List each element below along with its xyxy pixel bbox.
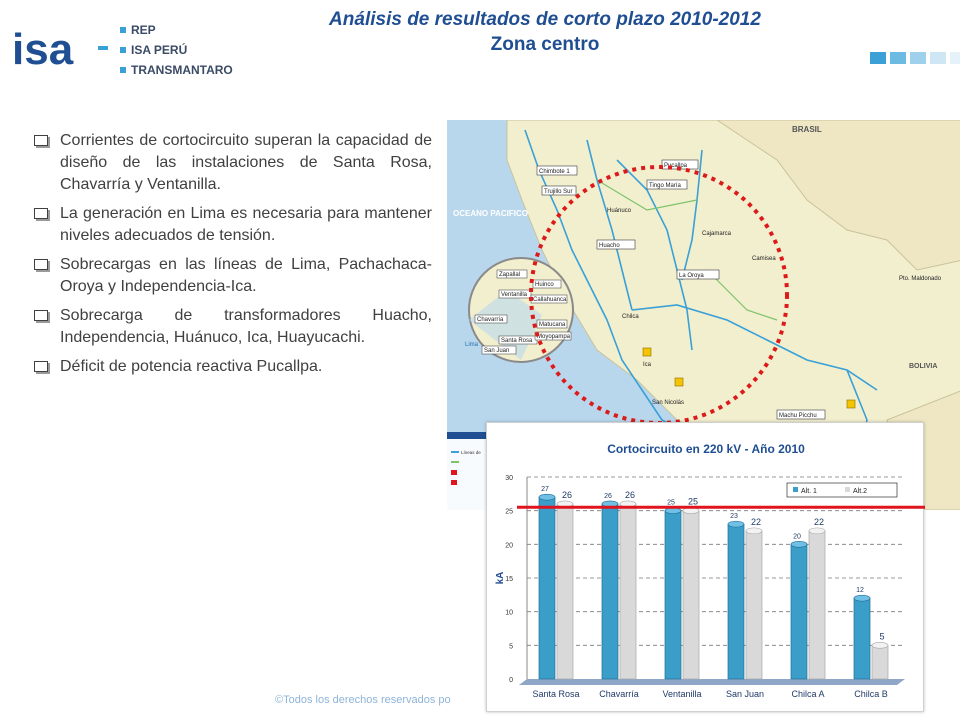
bar-alt2 [620,504,636,679]
bullet-text: Sobrecarga de transformadores Huacho, Independencia, Huánuco, Ica, Huayucachi. [60,307,432,346]
map-label-ica: Ica [643,362,652,368]
y-tick-label: 10 [505,609,513,617]
bullet-item [34,254,432,298]
bullet-item [34,356,432,378]
checkbox-bullet-icon [34,259,48,270]
bar-top-alt1 [791,541,807,547]
x-tick-label: San Juan [725,689,765,699]
x-tick-label: Chilca B [854,689,888,699]
map-label-santa-rosa: Santa Rosa [501,338,533,344]
data-label: 23 [730,513,738,521]
bullet-list [34,130,432,385]
footer-copyright: ©Todos los derechos reservados po [275,694,451,706]
bullet-item [34,130,432,196]
y-tick-label: 25 [505,508,513,516]
data-label: 20 [793,533,801,541]
bar-alt1 [539,497,555,679]
map-label-cajamarca: Cajamarca [702,231,732,237]
bar-top-alt2 [872,642,888,648]
bar-alt1 [665,511,681,679]
short-circuit-chart [486,422,924,712]
data-label: 25 [687,496,699,507]
bar-alt2 [809,531,825,679]
y-tick-label: 20 [505,542,513,550]
data-label: 26 [561,489,573,500]
checkbox-bullet-icon [34,310,48,321]
legend-swatch [793,487,798,492]
bar-alt2 [746,531,762,679]
data-label: 27 [541,486,549,494]
data-label: 25 [667,499,675,507]
bullet-text: La generación en Lima es necesaria para mantener niveles adecuados de tensión. [60,205,432,244]
x-tick-label: Chavarría [599,689,639,699]
isa-logo-icon [12,24,112,74]
bar-alt2 [683,511,699,679]
bullet-text: Déficit de potencia reactiva Pucallpa. [60,358,323,375]
y-tick-label: 5 [509,643,513,651]
checkbox-bullet-icon [34,208,48,219]
map-label-machu-picchu: Machu Picchu [779,413,817,419]
map-label-callahuanca: Callahuanca [533,297,567,303]
bar-alt1 [728,524,744,679]
logo-company-transmantaro: TRANSMANTARO [131,63,233,77]
bar-alt1 [602,504,618,679]
slide-title: Análisis de resultados de corto plazo 2010-2012 [329,9,761,30]
map-label-huacho: Huacho [599,243,620,249]
chart-svg [487,423,925,713]
bar-top-alt2 [746,528,762,534]
map-label-pto-maldonado: Pto. Maldonado [899,276,942,282]
bullet-item [34,305,432,349]
map-label-brasil: BRASIL [792,125,822,134]
decorative-squares [870,52,960,64]
map-label-huinco: Huinco [535,282,554,288]
map-label-trujillo: Trujillo Sur [544,189,573,195]
y-tick-label: 30 [505,475,513,482]
map-label-moyopampa: Moyopampa [537,334,571,340]
data-label: 12 [856,587,864,595]
logo-company-list [120,20,233,80]
chart-title: Cortocircuito en 220 kV - Año 2010 [607,442,805,456]
bar-alt1 [791,544,807,679]
map-label-san-nicolas: San Nicolás [652,400,685,406]
map-label-chimbote: Chimbote 1 [539,169,570,175]
bullet-text: Corrientes de cortocircuito superan la capacidad de diseño de las instalaciones de Santa Rosa, Chavarría y Ventanilla. [60,132,432,193]
bar-top-alt1 [854,595,870,601]
bar-alt2 [872,645,888,679]
company-logo [12,14,232,80]
x-tick-label: Ventanilla [662,689,702,699]
y-axis-label: kA [495,571,506,585]
bar-alt1 [854,598,870,679]
map-label-san-juan: San Juan [484,348,510,354]
checkbox-bullet-icon [34,135,48,146]
map-label-chavarria: Chavarría [477,317,504,323]
data-label: 22 [813,516,825,527]
map-label-chilca: Chilca [622,314,639,320]
map-label-la-oroya: La Oroya [679,273,704,279]
slide-title-block [245,8,845,58]
map-label-bolivia: BOLIVIA [909,363,938,370]
map-legend-text: Líneas de [461,450,481,455]
map-label-zapallal: Zapallal [499,272,521,278]
logo-company-isa-peru: ISA PERÚ [131,43,188,57]
y-tick-label: 0 [509,677,513,684]
map-label-huanuco: Huánuco [607,208,632,214]
x-tick-label: Santa Rosa [532,689,580,699]
data-label: 26 [604,492,612,500]
map-label-camisea: Camisea [752,256,776,262]
logo-company-rep: REP [131,23,156,37]
y-tick-label: 15 [505,576,513,583]
map-label-tingo-maria: Tingo María [649,183,681,189]
checkbox-bullet-icon [34,361,48,372]
map-label-pucallpa: Pucallpa [664,163,688,169]
bar-top-alt1 [539,494,555,500]
bullet-item [34,203,432,247]
map-label-matucana: Matucana [539,322,566,328]
map-label-ocean: OCEANO PACIFICO [453,209,528,218]
map-label-ventanilla: Ventanilla [501,292,528,298]
bar-top-alt2 [809,528,825,534]
bar-top-alt1 [728,521,744,527]
data-label: 26 [624,489,636,500]
legend-label: Alt. 1 [801,488,817,495]
slide-subtitle: Zona centro [490,34,600,55]
bullet-text: Sobrecargas en las líneas de Lima, Pachachaca-Oroya y Independencia-Ica. [60,256,432,295]
x-tick-label: Chilca A [791,689,825,699]
legend-label: Alt.2 [853,488,868,495]
data-label: 22 [750,516,762,527]
logo-brand-text: isa [12,25,74,74]
chart-floor [519,679,905,685]
map-label-lima: Lima [465,342,479,348]
bar-alt2 [557,504,573,679]
data-label: 5 [879,631,885,642]
legend-swatch [845,487,850,492]
